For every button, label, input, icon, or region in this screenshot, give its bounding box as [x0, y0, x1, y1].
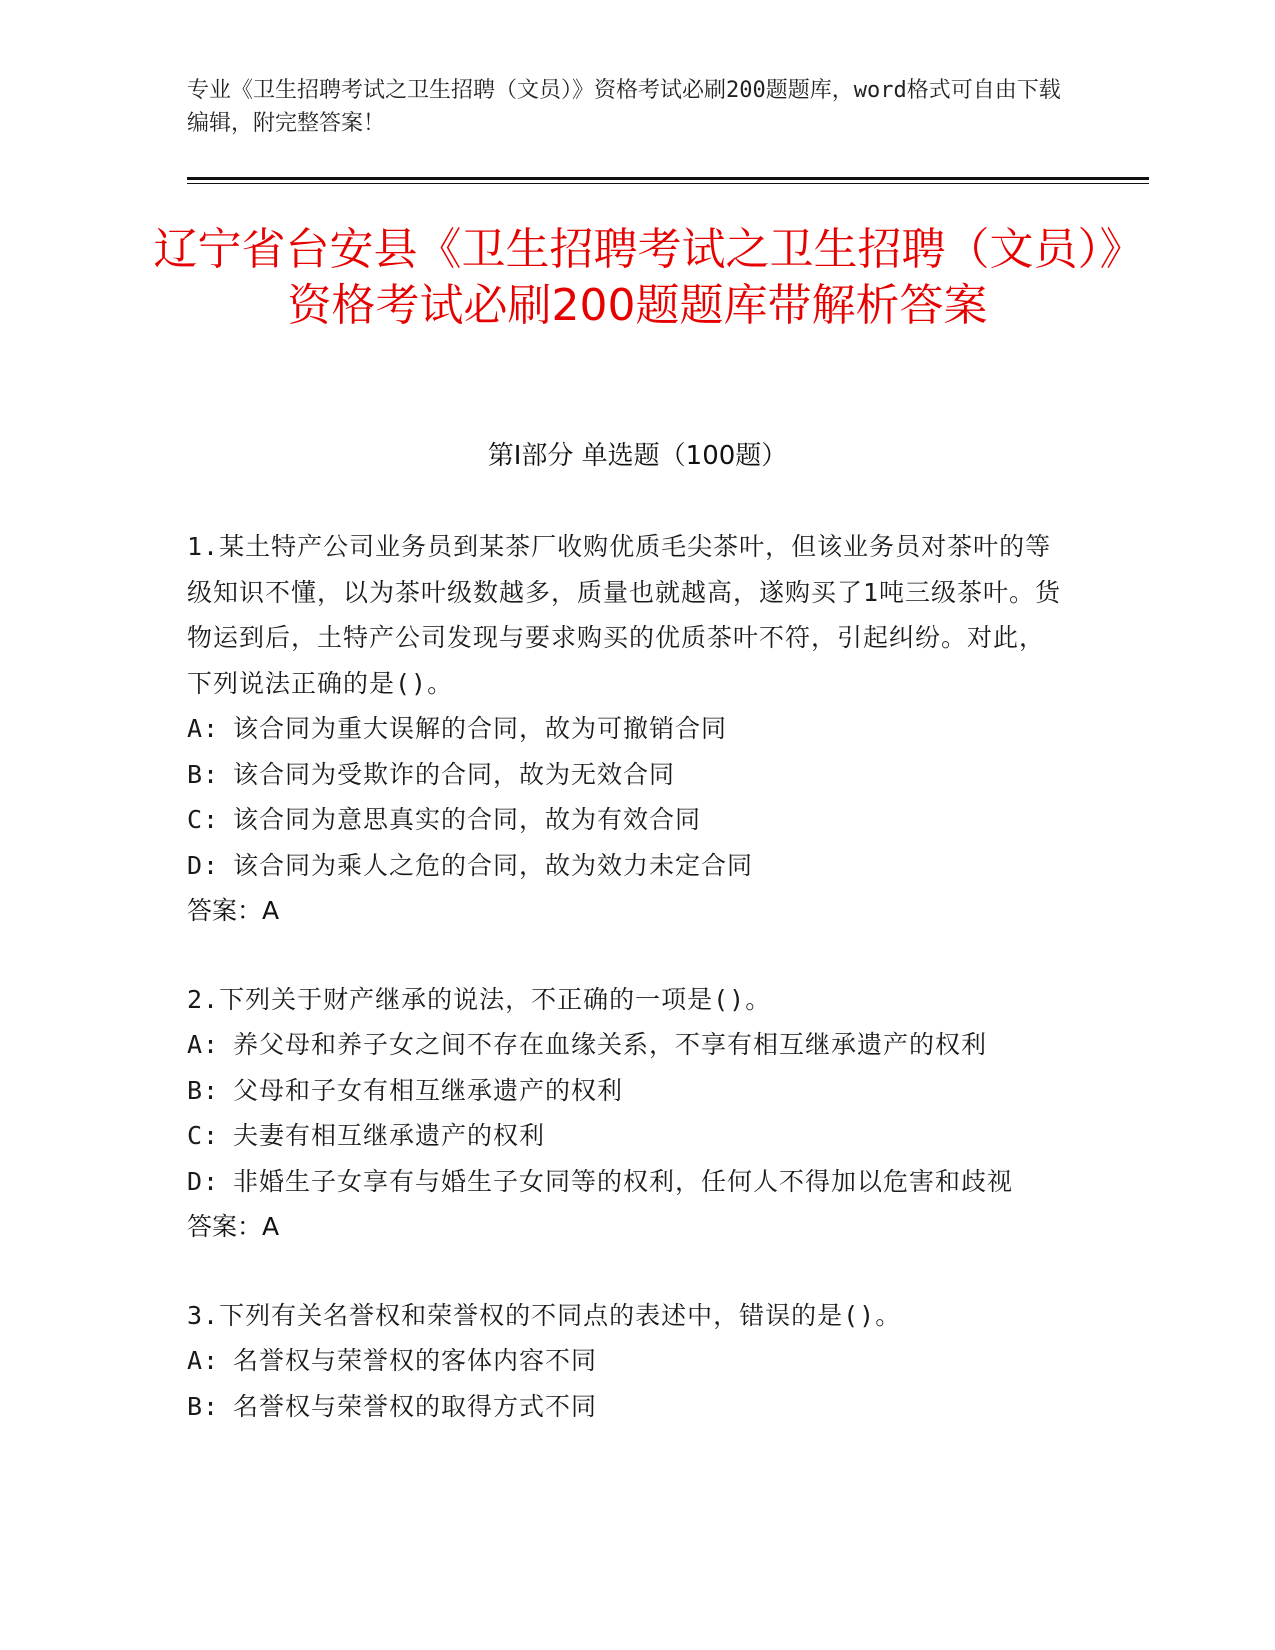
question-option — [187, 706, 1067, 752]
option-key: D: — [187, 850, 220, 880]
option-key: B: — [187, 1075, 220, 1105]
option-text: 该合同为受欺诈的合同，故为无效合同 — [233, 759, 676, 789]
section-heading: 第I部分 单选题（100题） — [487, 441, 788, 471]
question-answer: 答案：A — [187, 896, 280, 925]
option-text: 名誉权与荣誉权的客体内容不同 — [233, 1346, 598, 1375]
question-option — [187, 1338, 1067, 1384]
question-stem: 3.下列有关名誉权和荣誉权的不同点的表述中，错误的是()。 — [187, 1300, 902, 1330]
option-text: 该合同为重大误解的合同，故为可撤销合同 — [233, 714, 728, 743]
option-key: C: — [187, 805, 220, 834]
option-text: 该合同为意思真实的合同，故为有效合同 — [233, 805, 702, 834]
option-text: 夫妻有相互继承遗产的权利 — [233, 1121, 546, 1150]
question-answer: 答案：A — [187, 1212, 280, 1241]
header-note: 专业《卫生招聘考试之卫生招聘（文员）》资格考试必刷200题题库，word格式可自由下载编辑，附完整答案！ — [187, 78, 1061, 136]
option-key: C: — [187, 1121, 220, 1150]
question-option — [187, 752, 1067, 798]
question-3 — [187, 1293, 1067, 1430]
option-key: A: — [187, 714, 220, 743]
option-key: D: — [187, 1166, 220, 1196]
question-option — [187, 1113, 1067, 1159]
question-stem: 1.某土特产公司业务员到某茶厂收购优质毛尖茶叶，但该业务员对茶叶的等级知识不懂，以为茶叶级数越多，质量也就越高，遂购买了1吨三级茶叶。货物运到后，土特产公司发现与要求购买的优质茶叶不符，引起纠纷。对此，下列说法正确的是()。 — [187, 532, 1062, 698]
option-text: 父母和子女有相互继承遗产的权利 — [233, 1075, 624, 1105]
question-list — [187, 524, 1067, 1472]
header-rule-thick — [187, 177, 1149, 180]
option-key: B: — [187, 759, 220, 789]
question-option — [187, 1159, 1067, 1205]
option-text: 名誉权与荣誉权的取得方式不同 — [233, 1391, 598, 1421]
option-key: B: — [187, 1391, 220, 1421]
question-option — [187, 797, 1067, 843]
question-option — [187, 1384, 1067, 1430]
question-2 — [187, 977, 1067, 1250]
question-option — [187, 843, 1067, 889]
option-text: 非婚生子女享有与婚生子女同等的权利，任何人不得加以危害和歧视 — [233, 1166, 1014, 1196]
document-title: 辽宁省台安县《卫生招聘考试之卫生招聘（文员）》资格考试必刷200题题库带解析答案 — [153, 224, 1122, 331]
option-key: A: — [187, 1346, 220, 1375]
question-option — [187, 1068, 1067, 1114]
question-option — [187, 1022, 1067, 1068]
header-rule-thin — [187, 183, 1149, 184]
option-text: 该合同为乘人之危的合同，故为效力未定合同 — [233, 850, 754, 880]
option-text: 养父母和养子女之间不存在血缘关系，不享有相互继承遗产的权利 — [233, 1030, 988, 1059]
question-1 — [187, 524, 1067, 934]
option-key: A: — [187, 1030, 220, 1059]
question-stem: 2.下列关于财产继承的说法，不正确的一项是()。 — [187, 984, 772, 1014]
